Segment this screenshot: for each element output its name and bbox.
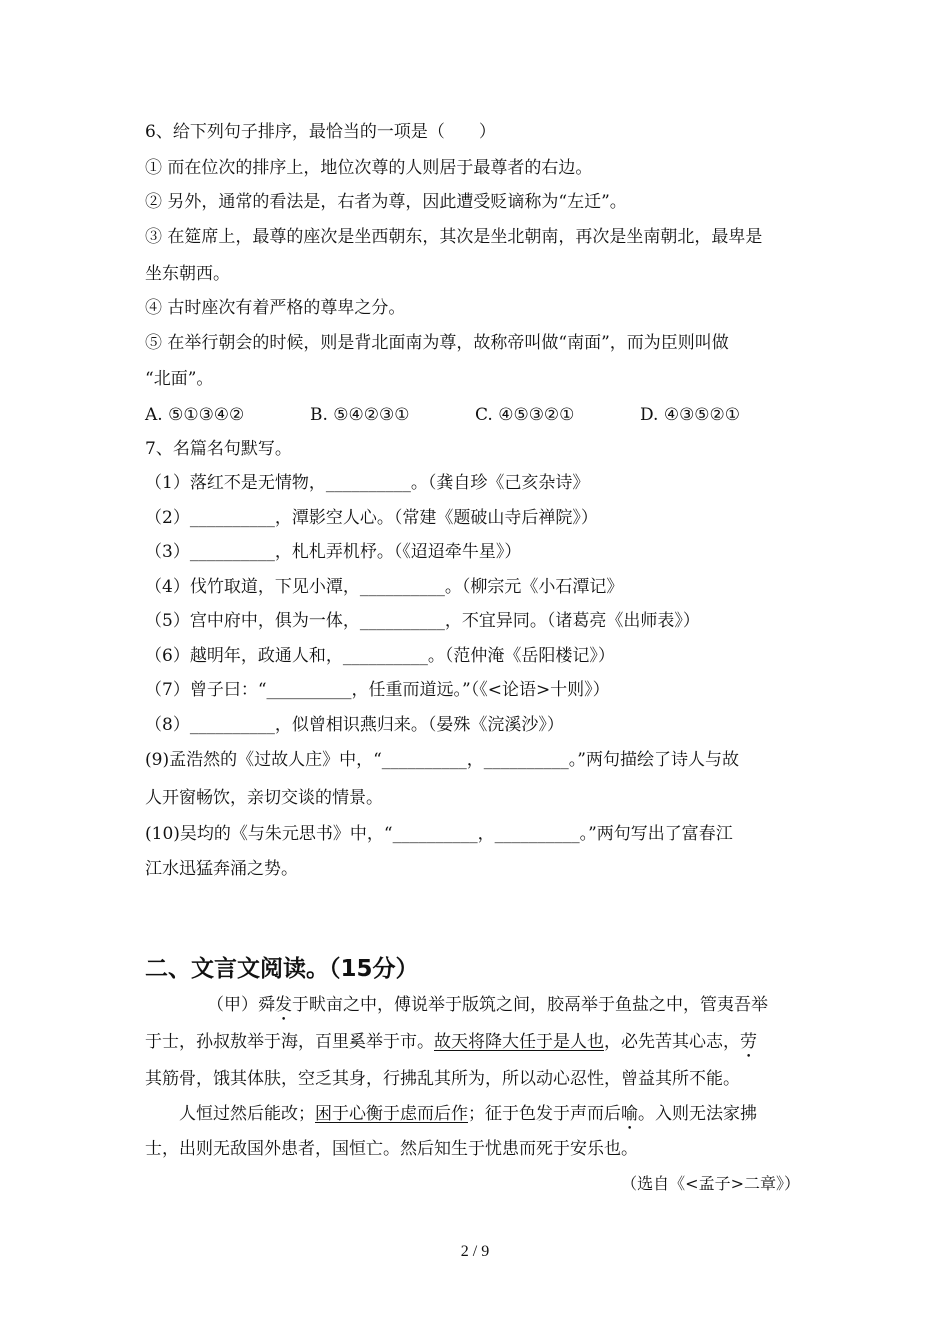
sentence-3-line-1: ③ 在筵席上，最尊的座次是坐西朝东，其次是坐北朝南，再次是坐南朝北，最卑是 [145,227,763,247]
section-heading: 二、文言文阅读。（15分） [145,956,419,982]
sentence-3-line-2: 坐东朝西。 [145,264,230,284]
recitation-item-10-line-1: (10)吴均的《与朱元思书》中，“__________，__________。”两句写出了富春江 [145,824,733,844]
emphasized-character: 发 [275,995,292,1015]
sentence-5-line-1: ⑤ 在举行朝会的时候，则是背北面南为尊，故称帝叫做“南面”，而为臣则叫做 [145,333,729,353]
sentence-5-line-2: “北面”。 [145,369,214,389]
recitation-item-6: （6）越明年，政通人和，__________。（范仲淹《岳阳楼记》） [145,646,615,666]
passage-line-1: （甲）舜发于畎亩之中，傅说举于版筑之间，胶鬲举于鱼盐之中，管夷吾举 [207,995,768,1015]
passage-line-3: 其筋骨，饿其体肤，空乏其身，行拂乱其所为，所以动心忍性，曾益其所不能。 [145,1069,740,1089]
emphasized-character: 喻 [621,1104,638,1124]
recitation-item-8: （8）__________，似曾相识燕归来。（晏殊《浣溪沙》） [145,715,564,735]
recitation-item-9-line-1: (9)孟浩然的《过故人庄》中，“__________，__________。”两句描绘了诗人与故 [145,750,739,770]
recitation-item-3: （3）__________，札札弄机杼。（《迢迢牵牛星》） [145,542,522,562]
recitation-item-1: （1）落红不是无情物，__________。（龚自珍《己亥杂诗》 [145,473,590,493]
question-6-options [145,404,805,426]
passage-line-2: 于士，孙叔敖举于海，百里奚举于市。故天将降大任于是人也，必先苦其心志，劳 [145,1032,757,1052]
option-d: D. ④③⑤②① [640,405,741,425]
option-b: B. ⑤④②③① [310,405,410,425]
passage-line-5: 士，出则无敌国外患者，国恒亡。然后知生于忧患而死于安乐也。 [145,1139,638,1159]
option-c: C. ④⑤③②① [475,405,575,425]
question-6-stem: 6、给下列句子排序，最恰当的一项是（ ） [145,122,496,142]
sentence-1: ① 而在位次的排序上，地位次尊的人则居于最尊者的右边。 [145,158,593,178]
passage-source: （选自《<孟子>二章》） [621,1174,800,1193]
sentence-4: ④ 古时座次有着严格的尊卑之分。 [145,298,406,318]
recitation-item-5: （5）宫中府中，俱为一体，__________，不宜异同。（诸葛亮《出师表》） [145,611,700,631]
underlined-sentence-1: 故天将降大任于是人也 [434,1032,604,1052]
recitation-item-10-line-2: 江水迅猛奔涌之势。 [145,859,298,879]
underlined-sentence-2: 困于心衡于虑而后作 [315,1104,468,1124]
sentence-2: ② 另外，通常的看法是，右者为尊，因此遭受贬谪称为“左迁”。 [145,192,627,212]
recitation-item-2: （2）__________，潭影空人心。（常建《题破山寺后禅院》） [145,508,598,528]
recitation-item-7: （7）曾子曰：“__________，任重而道远。”（《<论语>十则》） [145,680,610,700]
passage-line-4: 人恒过然后能改；困于心衡于虑而后作；征于色发于声而后喻。入则无法家拂 [179,1104,757,1124]
option-a: A. ⑤①③④② [145,405,245,425]
emphasized-character: 劳 [740,1032,757,1052]
page-number: 2 / 9 [460,1243,490,1260]
question-7-stem: 7、名篇名句默写。 [145,439,292,459]
recitation-item-9-line-2: 人开窗畅饮，亲切交谈的情景。 [145,788,383,808]
recitation-item-4: （4）伐竹取道，下见小潭，__________。（柳宗元《小石潭记》 [145,577,624,597]
